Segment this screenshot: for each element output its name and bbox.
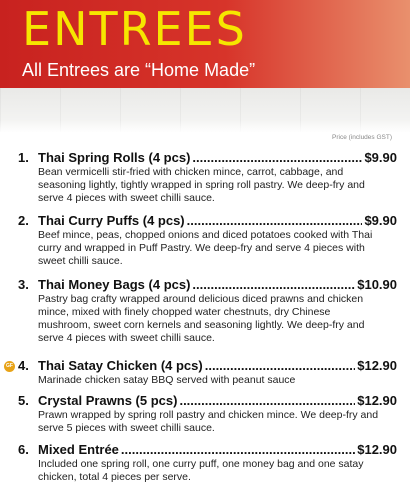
- leader-dots: [192, 150, 362, 165]
- item-title-line: [38, 213, 397, 229]
- leader-dots: [205, 358, 356, 373]
- item-description: Bean vermicelli stir-fried with chicken mince, carrot, cabbage, and seasoning lightly, tightly wrapped in spring roll pastry. We deep-fry and serve 4 pieces with sweet chilli sauce.: [38, 166, 365, 204]
- item-number: 4.: [18, 358, 29, 373]
- page-subtitle: All Entrees are “Home Made”: [22, 60, 256, 80]
- item-title-line: [38, 358, 397, 374]
- item-name: Thai Money Bags (4 pcs): [38, 277, 191, 292]
- leader-dots: [179, 393, 355, 408]
- item-name: Thai Curry Puffs (4 pcs): [38, 213, 185, 228]
- wood-fade: [0, 120, 410, 134]
- item-name: Thai Satay Chicken (4 pcs): [38, 358, 203, 373]
- item-price: $12.90: [357, 393, 397, 408]
- item-number: 3.: [18, 277, 29, 292]
- item-price: $10.90: [357, 277, 397, 292]
- page-title: ENTREES: [22, 2, 247, 56]
- item-number: 2.: [18, 213, 29, 228]
- item-name: Crystal Prawns (5 pcs): [38, 393, 178, 408]
- item-number: 6.: [18, 442, 29, 457]
- item-description: Pastry bag crafty wrapped around delicious diced prawns and chicken mince, mixed with finely chopped water chestnuts, dry Chinese mushroom, sweet corn kernels and seasoning lightly. We deep-fry and serve 4 pieces with sweet chilli sauce.: [38, 293, 365, 344]
- item-price: $12.90: [357, 358, 397, 373]
- leader-dots: [187, 213, 363, 228]
- price-note: Price (includes GST): [332, 134, 392, 141]
- item-description: Included one spring roll, one curry puff, one money bag and one satay chicken, total 4 pieces per serve.: [38, 458, 364, 483]
- item-title-line: [38, 150, 397, 166]
- item-title-line: [38, 277, 397, 293]
- leader-dots: [192, 277, 355, 292]
- item-price: $12.90: [357, 442, 397, 457]
- item-number: 1.: [18, 150, 29, 165]
- gluten-free-badge-icon: GF: [4, 361, 15, 372]
- item-price: $9.90: [364, 213, 397, 228]
- header-banner: [0, 0, 410, 88]
- item-title-line: [38, 442, 397, 458]
- item-description: Prawn wrapped by spring roll pastry and chicken mince. We deep-fry and serve 5 pieces with sweet chilli sauce.: [38, 409, 379, 434]
- item-title-line: [38, 393, 397, 409]
- item-name: Thai Spring Rolls (4 pcs): [38, 150, 191, 165]
- item-name: Mixed Entrée: [38, 442, 119, 457]
- item-number: 5.: [18, 393, 29, 408]
- item-description: Beef mince, peas, chopped onions and diced potatoes cooked with Thai curry and wrapped in Puff Pastry. We deep-fry and serve 4 pieces with sweet chilli sauce.: [38, 229, 373, 267]
- leader-dots: [121, 442, 355, 457]
- item-description: Marinade chicken satay BBQ served with peanut sauce: [38, 374, 296, 386]
- item-price: $9.90: [364, 150, 397, 165]
